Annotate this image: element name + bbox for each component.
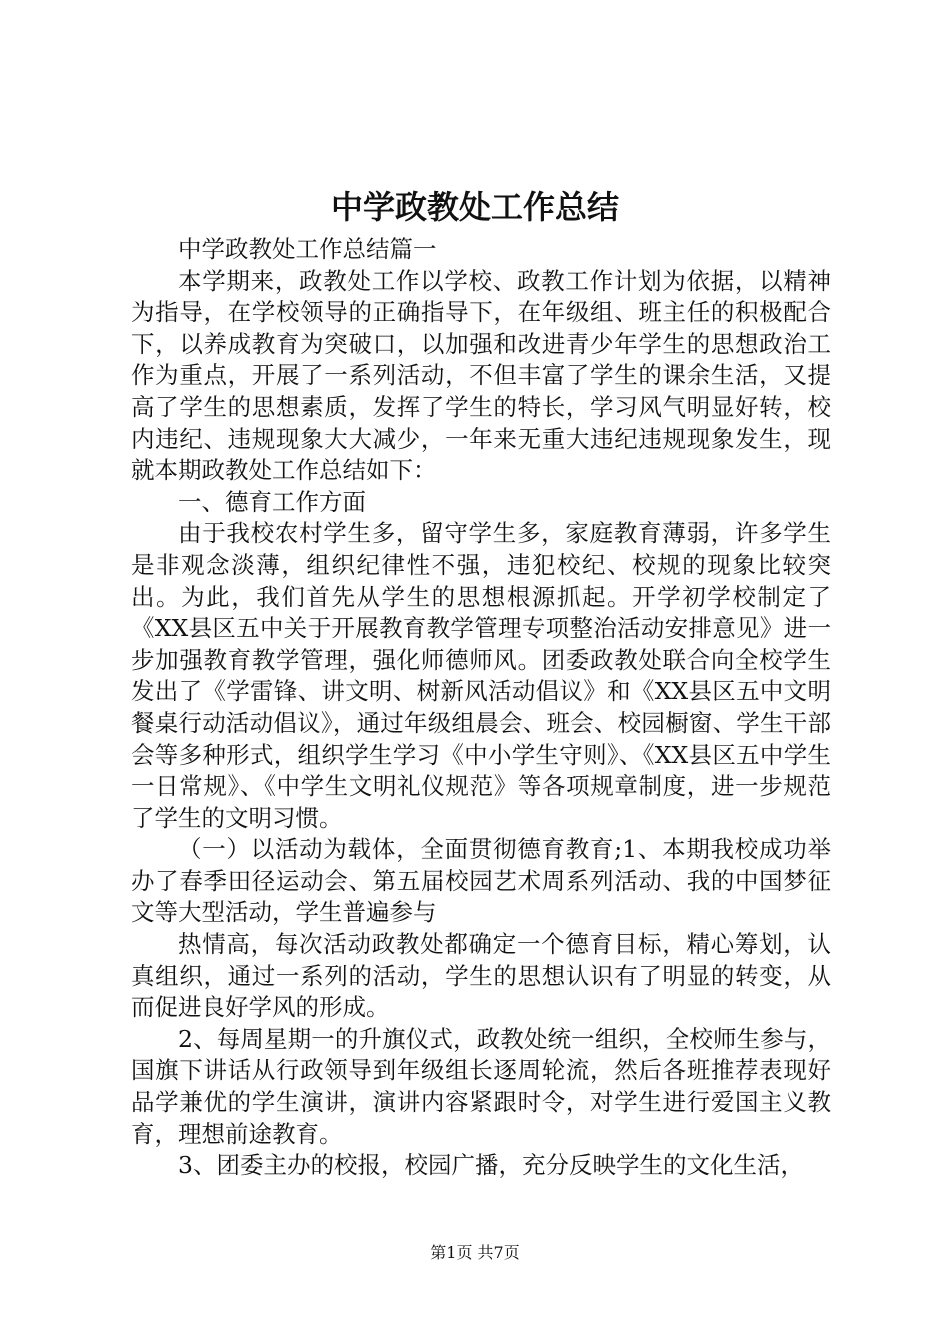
paragraph: （一）以活动为载体，全面贯彻德育教育;1、本期我校成功举办了春季田径运动会、第五届校园艺术周系列活动、我的中国梦征文等大型活动，学生普遍参与	[131, 835, 831, 927]
paragraph: 热情高，每次活动政教处都确定一个德育目标，精心筹划，认真组织，通过一系列的活动，学生的思想认识有了明显的转变，从而促进良好学风的形成。	[131, 930, 831, 1022]
paragraph: 2、每周星期一的升旗仪式，政教处统一组织，全校师生参与，国旗下讲话从行政领导到年级组长逐周轮流，然后各班推荐表现好品学兼优的学生演讲，演讲内容紧跟时令，对学生进行爱国主义教育，理想前途教育。	[131, 1024, 831, 1148]
paragraph: 由于我校农村学生多，留守学生多，家庭教育薄弱，许多学生是非观念淡薄，组织纪律性不强，违犯校纪、校规的现象比较突出。为此，我们首先从学生的思想根源抓起。开学初学校制定了《XX县区五中关于开展教育教学管理专项整治活动安排意见》进一步加强教育教学管理，强化师德师风。团委政教处联合向全校学生发出了《学雷锋、讲文明、树新风活动倡议》和《XX县区五中文明餐桌行动活动倡议》，通过年级组晨会、班会、校园橱窗、学生干部会等多种形式，组织学生学习《中小学生守则》、《XX县区五中学生一日常规》、《中学生文明礼仪规范》等各项规章制度，进一步规范了学生的文明习惯。	[131, 519, 831, 832]
document-body	[131, 234, 831, 1182]
subsection-heading: 一、德育工作方面	[178, 487, 366, 516]
document-title: 中学政教处工作总结	[330, 188, 619, 226]
page-number-footer: 第1页 共7页	[430, 1243, 520, 1262]
paragraph: 本学期来，政教处工作以学校、政教工作计划为依据，以精神为指导，在学校领导的正确指导下，在年级组、班主任的积极配合下，以养成教育为突破口，以加强和改进青少年学生的思想政治工作为重点，开展了一系列活动，不但丰富了学生的课余生活，又提高了学生的思想素质，发挥了学生的特长，学习风气明显好转，校内违纪、违规现象大大减少，一年来无重大违纪违规现象发生，现就本期政教处工作总结如下：	[131, 266, 831, 485]
section-heading: 中学政教处工作总结篇一	[178, 235, 437, 263]
paragraph: 3、团委主办的校报，校园广播，充分反映学生的文化生活，	[178, 1151, 804, 1180]
